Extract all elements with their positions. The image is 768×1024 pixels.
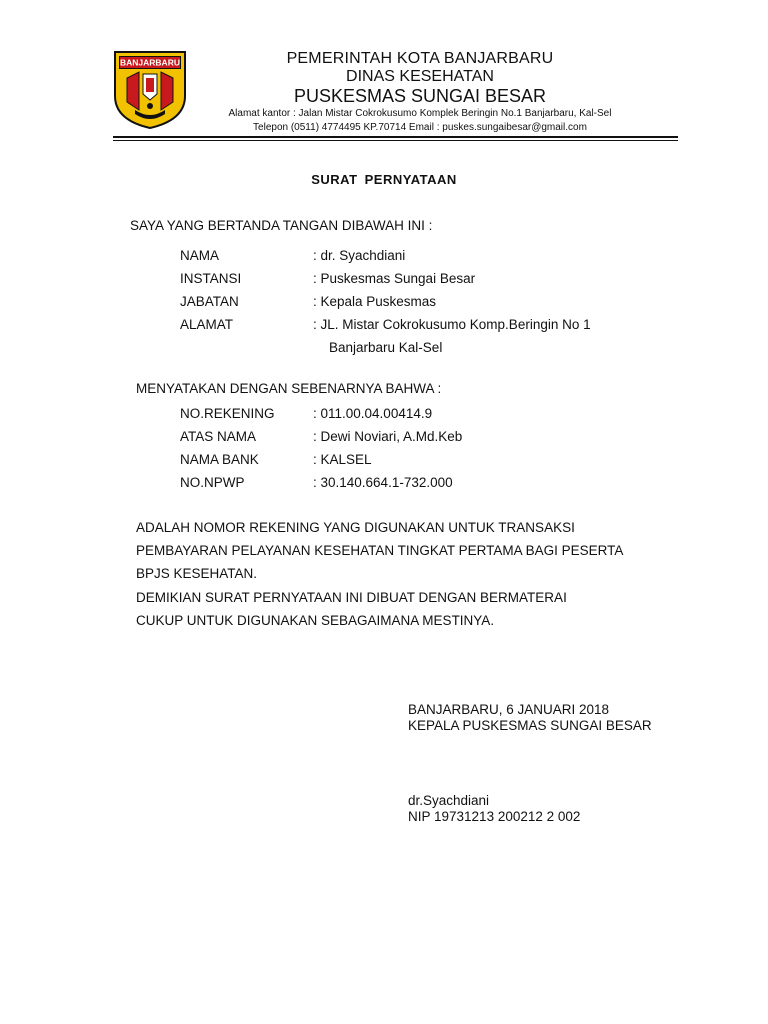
signature-place-date: BANJARBARU, 6 JANUARI 2018 bbox=[408, 702, 610, 717]
body-line: BPJS KESEHATAN. bbox=[136, 566, 258, 582]
letterhead-divider-thin bbox=[113, 140, 678, 141]
field-label: NO.NPWP bbox=[180, 475, 245, 490]
field-value: : Puskesmas Sungai Besar bbox=[313, 271, 476, 286]
body-line: ADALAH NOMOR REKENING YANG DIGUNAKAN UNTUK TRANSAKSI bbox=[136, 520, 575, 535]
field-label: JABATAN bbox=[180, 294, 239, 309]
office-address: Alamat kantor : Jalan Mistar Cokrokusumo Komplek Beringin No.1 Banjarbaru, Kal-Sel bbox=[228, 108, 612, 119]
field-value: : 011.00.04.00414.9 bbox=[313, 406, 433, 421]
field-label: ALAMAT bbox=[180, 317, 234, 332]
field-value: : KALSEL bbox=[313, 452, 372, 467]
field-label: NAMA BANK bbox=[180, 452, 259, 467]
signatory-nip: NIP 19731213 200212 2 002 bbox=[408, 809, 581, 824]
signatory-name: dr.Syachdiani bbox=[408, 793, 490, 808]
banjarbaru-city-emblem-icon bbox=[113, 50, 187, 130]
intro-text: SAYA YANG BERTANDA TANGAN DIBAWAH INI : bbox=[130, 218, 433, 233]
field-value: : 30.140.664.1-732.000 bbox=[313, 475, 453, 490]
field-value: : Dewi Noviari, A.Md.Keb bbox=[313, 429, 463, 444]
field-value: : dr. Syachdiani bbox=[313, 248, 406, 263]
body-line: DEMIKIAN SURAT PERNYATAAN INI DIBUAT DENGAN BERMATERAI bbox=[136, 589, 567, 605]
field-label: NO.REKENING bbox=[180, 406, 275, 421]
department-name: DINAS KESEHATAN bbox=[346, 68, 494, 85]
signature-position: KEPALA PUSKESMAS SUNGAI BESAR bbox=[408, 718, 652, 733]
body-line: CUKUP UNTUK DIGUNAKAN SEBAGAIMANA MESTINYA. bbox=[136, 612, 495, 628]
field-value: : JL. Mistar Cokrokusumo Komp.Beringin No 1 bbox=[313, 317, 591, 332]
field-value: : Kepala Puskesmas bbox=[313, 294, 437, 309]
letterhead-divider-thick bbox=[113, 136, 678, 138]
field-label: ATAS NAMA bbox=[180, 429, 257, 444]
document-title: SURAT PERNYATAAN bbox=[311, 172, 457, 187]
field-label: INSTANSI bbox=[180, 271, 242, 286]
field-label: NAMA bbox=[180, 248, 220, 263]
field-value: Banjarbaru Kal-Sel bbox=[329, 340, 443, 355]
office-contact: Telepon (0511) 4774495 KP.70714 Email : puskes.sungaibesar@gmail.com bbox=[253, 122, 587, 133]
body-paragraph bbox=[136, 516, 736, 632]
emblem-text: BANJARBARU bbox=[120, 57, 180, 68]
government-name: PEMERINTAH KOTA BANJARBARU bbox=[286, 50, 554, 67]
statement-text: MENYATAKAN DENGAN SEBENARNYA BAHWA : bbox=[136, 381, 442, 396]
letterhead bbox=[190, 50, 650, 134]
institution-name: PUSKESMAS SUNGAI BESAR bbox=[293, 86, 547, 106]
body-line: PEMBAYARAN PELAYANAN KESEHATAN TINGKAT PERTAMA BAGI PESERTA bbox=[136, 543, 624, 559]
